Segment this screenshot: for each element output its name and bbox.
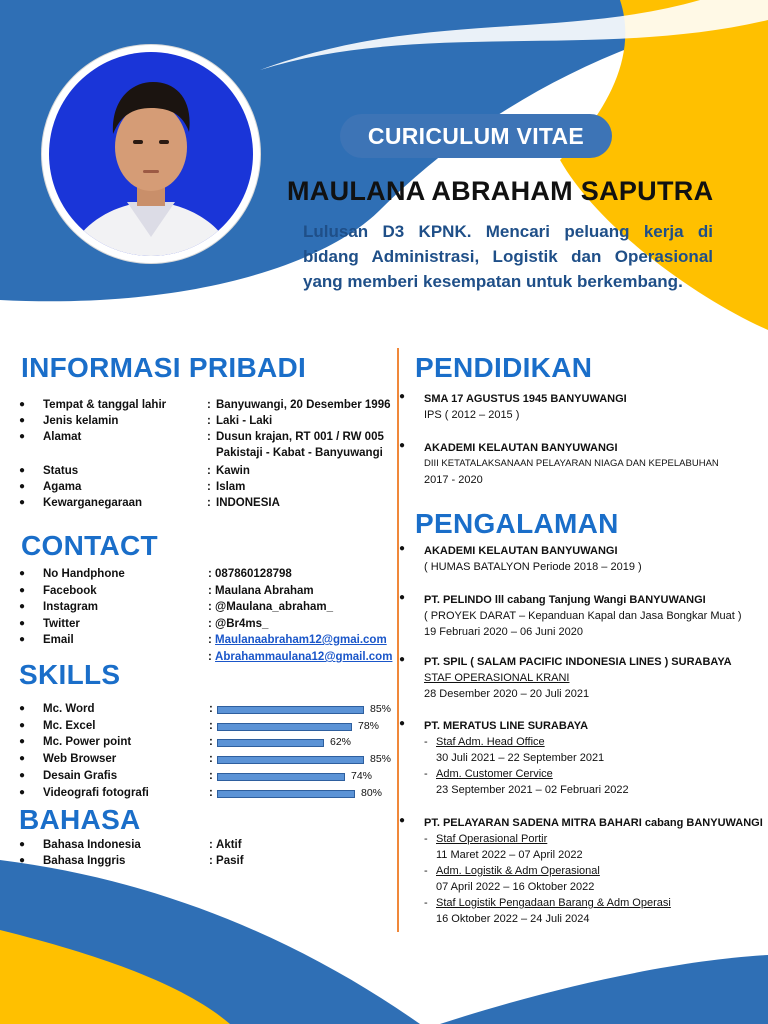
skill-percent: 62% <box>330 736 352 749</box>
role-period: 16 Oktober 2022 – 24 Juli 2024 <box>436 913 590 925</box>
personal-info-list: ● Tempat & tanggal lahir : Banyuwangi, 20 Desember 1996 ● Jenis kelamin : Laki - Laki ● Alamat : Dusun krajan, RT 001 / RW 005 Pakistaji - Kabat - Banyuwangi ● Status : Kawin ● Agama : Islam ● Kewarganegaraan : INDONESIA <box>19 399 391 509</box>
row-label: Facebook <box>43 584 97 597</box>
row-label: Bahasa Indonesia <box>43 839 141 851</box>
experience-role: - Staf Operasional Portir <box>424 833 548 845</box>
profile-photo-image <box>49 52 253 256</box>
role-period: 30 Juli 2021 – 22 September 2021 <box>436 752 605 764</box>
skills-heading: SKILLS <box>19 659 121 690</box>
row-label: Kewarganegaraan <box>43 497 143 509</box>
experience-item: ● PT. PELINDO lll cabang Tanjung Wangi BANYUWANGI ( PROYEK DARAT – Kepanduan Kapal dan Jasa Bongkar Muat ) 19 Februari 2020 – 06 Juni 2020 <box>399 592 742 638</box>
education-detail: IPS ( 2012 – 2015 ) <box>424 409 520 421</box>
experience-role: - Staf Adm. Head Office <box>424 736 545 748</box>
skill-bar <box>217 706 364 714</box>
experience-title: PT. SPIL ( SALAM PACIFIC INDONESIA LINES ) SURABAYA <box>424 656 732 668</box>
summary-text: Lulusan D3 KPNK. Mencari peluang kerja di bidang Administrasi, Logistik dan Operasional yang memberi kesempatan untuk berkembang. <box>303 222 713 291</box>
row-value: Banyuwangi, 20 Desember 1996 <box>216 399 391 411</box>
cv-title-badge: CURICULUM VITAE <box>340 114 612 158</box>
role-label: Staf Adm. Head Office <box>436 736 545 748</box>
skills-list: ● Mc. Word : 85% ● Mc. Excel : 78% ● Mc. Power point : 62% ● Web Browser : 85% ● Desain Grafis : 74% ● Videografi fotografi : 80% <box>19 703 392 799</box>
experience-period: 19 Februari 2020 – 06 Juni 2020 <box>424 626 584 638</box>
experience-heading: PENGALAMAN <box>415 508 619 539</box>
skill-percent: 80% <box>361 786 383 799</box>
row-label: Instagram <box>43 601 98 613</box>
row-label: No Handphone <box>43 568 125 580</box>
role-label: Staf Operasional Portir <box>436 833 548 845</box>
role-period: 07 April 2022 – 16 Oktober 2022 <box>436 881 595 893</box>
skill-bar <box>217 790 355 798</box>
email-link-2[interactable]: Abrahammaulana12@gmail.com <box>215 651 393 663</box>
education-period: 2017 - 2020 <box>424 474 483 486</box>
email-link-1[interactable]: Maulanaabraham12@gmai.com <box>215 634 387 646</box>
experience-title: AKADEMI KELAUTAN BANYUWANGI <box>424 545 618 557</box>
role-label: Adm. Logistik & Adm Operasional <box>436 865 600 877</box>
skill-bar <box>217 756 364 764</box>
row-label: Jenis kelamin <box>43 415 119 427</box>
experience-period: 28 Desember 2020 – 20 Juli 2021 <box>424 688 590 700</box>
experience-item: ● PT. MERATUS LINE SURABAYA - Staf Adm. Head Office 30 Juli 2021 – 22 September 2021 - Adm. Customer Cervice 23 September 2021 – 02 Februari 2022 <box>399 718 629 796</box>
education-item: ● AKADEMI KELAUTAN BANYUWANGI DIII KETATALAKSANAAN PELAYARAN NIAGA DAN KEPELABUHAN 2017 - 2020 <box>399 440 719 486</box>
row-value: Islam <box>216 481 246 493</box>
skill-bar <box>217 739 324 747</box>
facebook-value: : Maulana Abraham <box>208 584 314 597</box>
role-period: 11 Maret 2022 – 07 April 2022 <box>436 849 583 861</box>
row-label: Agama <box>43 481 82 493</box>
experience-item: ● PT. PELAYARAN SADENA MITRA BAHARI cabang BANYUWANGI - Staf Operasional Portir 11 Maret 2022 – 07 April 2022 - Adm. Logistik & Adm Operasional 07 April 2022 – 16 Oktober 2022 - Staf Logistik Pengadaan Barang & Adm Operasi 16 Oktober 2022 – 24 Juli 2024 <box>399 815 763 925</box>
instagram-value: : @Maulana_abraham_ <box>208 601 333 613</box>
skill-percent: 74% <box>351 769 373 782</box>
skill-bar <box>217 773 345 781</box>
role-period: 23 September 2021 – 02 Februari 2022 <box>436 784 629 796</box>
phone-value: : 087860128798 <box>208 568 292 580</box>
experience-role: - Staf Logistik Pengadaan Barang & Adm Operasi <box>424 897 671 909</box>
row-value: Pakistaji - Kabat - Banyuwangi <box>216 447 383 459</box>
row-value: Dusun krajan, RT 001 / RW 005 <box>216 431 384 443</box>
skill-label: Mc. Word <box>43 703 95 715</box>
personal-info-heading: INFORMASI PRIBADI <box>21 352 307 383</box>
contact-heading: CONTACT <box>21 530 158 561</box>
skill-bar <box>217 723 352 731</box>
experience-title: PT. MERATUS LINE SURABAYA <box>424 720 589 732</box>
experience-detail: ( HUMAS BATALYON Periode 2018 – 2019 ) <box>424 561 642 573</box>
row-value: INDONESIA <box>216 497 280 509</box>
row-value: Aktif <box>216 839 242 851</box>
skill-percent: 85% <box>370 753 392 766</box>
skill-label: Mc. Excel <box>43 719 96 732</box>
profile-photo <box>42 45 260 263</box>
row-value: Kawin <box>216 465 250 477</box>
skill-label: Desain Grafis <box>43 769 118 782</box>
experience-item: ● PT. SPIL ( SALAM PACIFIC INDONESIA LINES ) SURABAYA STAF OPERASIONAL KRANI 28 Desember 2020 – 20 Juli 2021 <box>399 654 732 700</box>
languages-list: ● Bahasa Indonesia : Aktif ● Bahasa Inggris : Pasif <box>19 839 244 867</box>
row-label: Bahasa Inggris <box>43 855 126 867</box>
skill-percent: 78% <box>358 719 380 732</box>
education-detail: DIII KETATALAKSANAAN PELAYARAN NIAGA DAN KEPELABUHAN <box>424 458 719 469</box>
experience-role: - Adm. Logistik & Adm Operasional <box>424 865 600 877</box>
education-heading: PENDIDIKAN <box>415 352 593 383</box>
role-label: Staf Logistik Pengadaan Barang & Adm Operasi <box>436 897 671 909</box>
experience-role: - Adm. Customer Cervice <box>424 768 553 780</box>
experience-detail: ( PROYEK DARAT – Kepanduan Kapal dan Jasa Bongkar Muat ) <box>424 610 742 622</box>
row-label: Email <box>43 634 74 646</box>
row-label: Alamat <box>43 431 82 443</box>
experience-detail: STAF OPERASIONAL KRANI <box>424 672 570 684</box>
skill-label: Web Browser <box>43 753 117 766</box>
experience-title: PT. PELINDO lll cabang Tanjung Wangi BANYUWANGI <box>424 594 706 606</box>
education-item: ● SMA 17 AGUSTUS 1945 BANYUWANGI IPS ( 2012 – 2015 ) <box>399 391 627 421</box>
education-title: AKADEMI KELAUTAN BANYUWANGI <box>424 442 618 454</box>
skill-label: Mc. Power point <box>43 736 132 749</box>
education-title: SMA 17 AGUSTUS 1945 BANYUWANGI <box>424 393 627 405</box>
candidate-name: MAULANA ABRAHAM SAPUTRA <box>287 176 714 206</box>
row-label: Twitter <box>43 617 80 630</box>
contact-list: ● No Handphone : 087860128798 ● Facebook : Maulana Abraham ● Instagram : @Maulana_abraham_ ● Twitter : @Br4ms_ ● Email : Maulanaabraham12@gmai.com : Abrahammaulana12@gmail.com <box>19 568 393 663</box>
row-label: Status <box>43 465 79 477</box>
bottom-right-blue-wave <box>440 955 768 1024</box>
row-value: Pasif <box>216 855 244 867</box>
experience-item: ● AKADEMI KELAUTAN BANYUWANGI ( HUMAS BATALYON Periode 2018 – 2019 ) <box>399 543 642 573</box>
skill-percent: 85% <box>370 703 392 715</box>
skill-label: Videografi fotografi <box>43 786 149 799</box>
column-divider <box>397 348 399 932</box>
twitter-value: : @Br4ms_ <box>208 617 269 630</box>
row-label: Tempat & tanggal lahir <box>43 399 167 411</box>
languages-heading: BAHASA <box>19 804 141 835</box>
role-label: Adm. Customer Cervice <box>436 768 553 780</box>
experience-title: PT. PELAYARAN SADENA MITRA BAHARI cabang BANYUWANGI <box>424 817 763 829</box>
row-value: Laki - Laki <box>216 415 273 427</box>
